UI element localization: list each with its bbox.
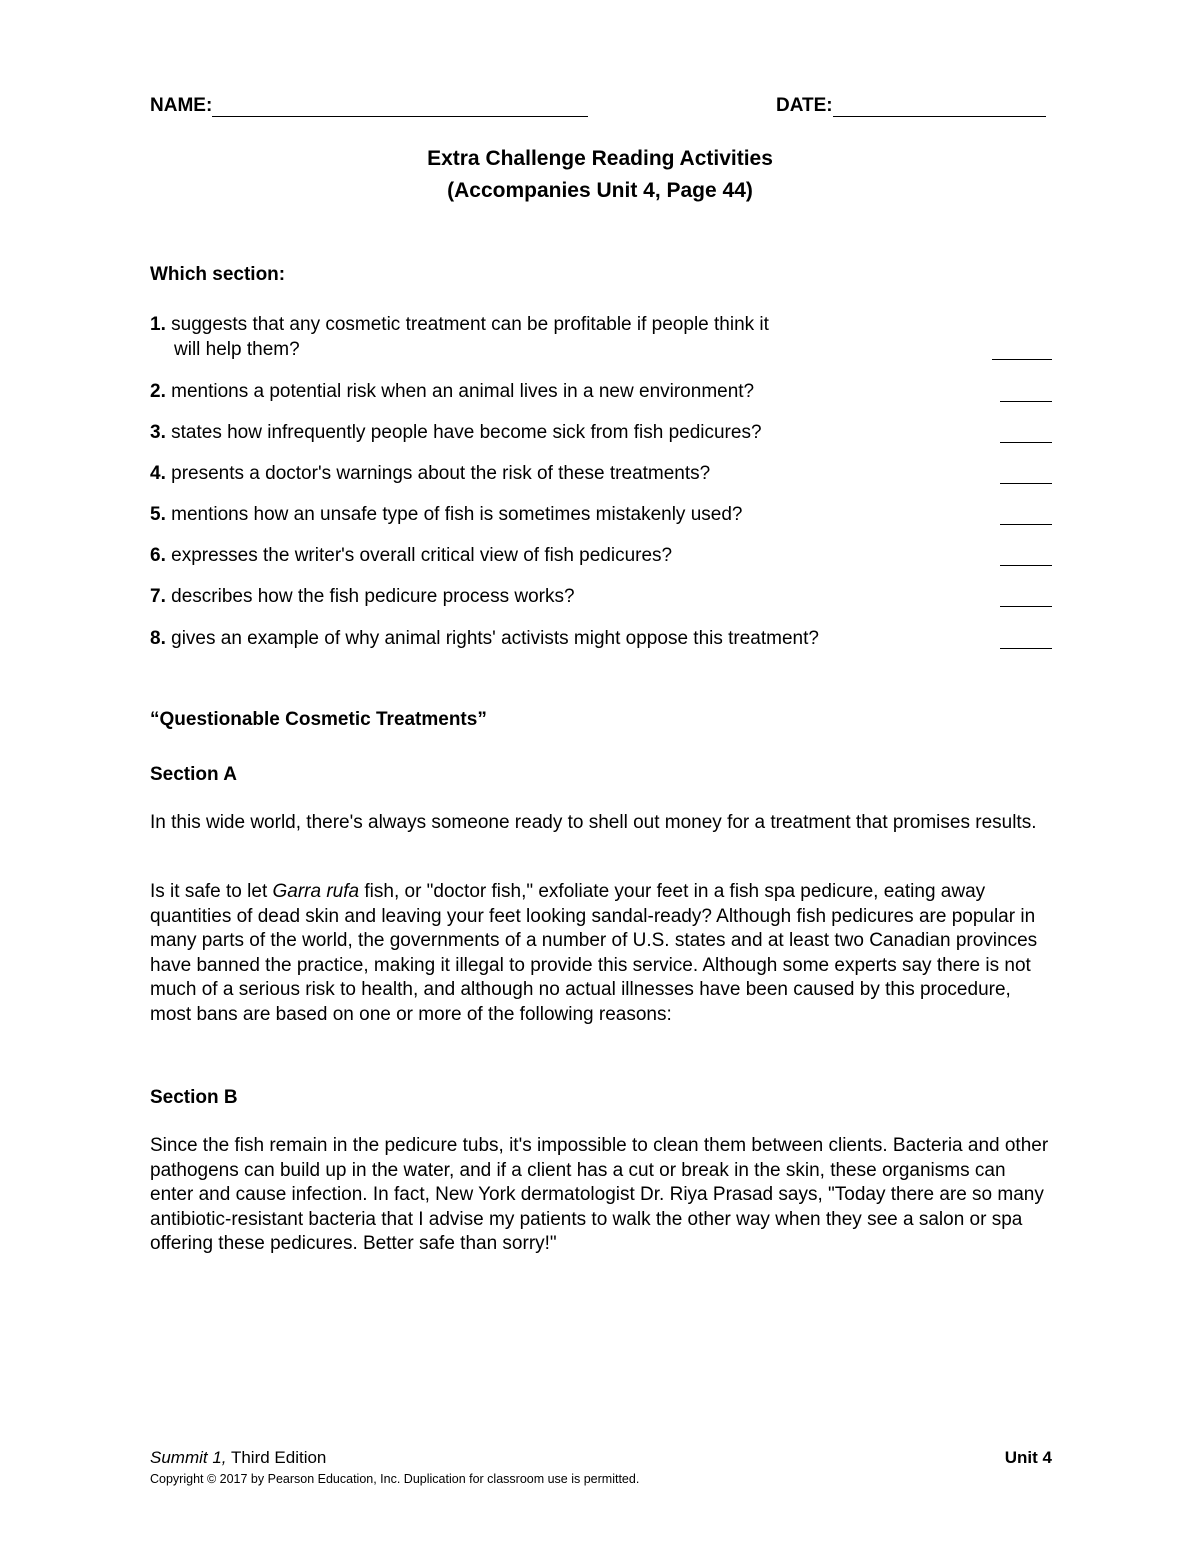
question-prompt: Which section: [150, 264, 286, 285]
question-number: 8. [150, 628, 166, 649]
question-text: gives an example of why animal rights' activists might oppose this treatment? [171, 628, 819, 649]
section-a-heading: Section A [150, 764, 237, 785]
date-blank-line[interactable] [833, 96, 1046, 117]
page-title: Extra Challenge Reading Activities [427, 147, 773, 170]
question-text: expresses the writer's overall critical view of fish pedicures? [171, 545, 673, 566]
question-number: 4. [150, 463, 166, 484]
question-text-continued: will help them? [174, 339, 300, 360]
book-edition: Third Edition [226, 1448, 327, 1467]
footer-unit: Unit 4 [1004, 1448, 1052, 1467]
question-number: 1. [150, 314, 166, 335]
question-number: 3. [150, 422, 166, 443]
footer-book-title [150, 1448, 326, 1468]
page-subtitle: (Accompanies Unit 4, Page 44) [447, 179, 753, 202]
book-title-italic: Summit 1, [150, 1448, 227, 1467]
question-2 [150, 379, 1052, 404]
question-number: 7. [150, 586, 166, 607]
question-text: describes how the fish pedicure process works? [171, 586, 575, 607]
answer-blank[interactable] [1000, 647, 1052, 649]
answer-blank[interactable] [1000, 523, 1052, 525]
answer-blank[interactable] [1000, 564, 1052, 566]
question-number: 6. [150, 545, 166, 566]
question-6 [150, 543, 1052, 568]
section-b-heading: Section B [150, 1087, 238, 1108]
article-title: “Questionable Cosmetic Treatments” [150, 709, 487, 730]
question-3 [150, 420, 1052, 445]
section-a-paragraph-1: In this wide world, there's always someone ready to shell out money for a treatment that promises results. [150, 812, 1037, 833]
question-1 [150, 312, 1052, 362]
question-text: mentions how an unsafe type of fish is sometimes mistakenly used? [171, 504, 743, 525]
species-name: Garra rufa [272, 881, 360, 902]
date-label: DATE: [776, 95, 833, 116]
answer-blank[interactable] [1000, 400, 1052, 402]
section-b-paragraph-1: Since the fish remain in the pedicure tubs, it's impossible to clean them between clients. Bacteria and other pathogens can build up in the water, and if a client has a cut or break in the skin, these organisms can enter and cause infection. In fact, New York dermatologist Dr. Riya Prasad says, "Today there are so many antibiotic-resistant bacteria that I advise my patients to walk the other way when they see a salon or spa offering these pedicures. Better safe than sorry!" [150, 1135, 1049, 1255]
question-number: 5. [150, 504, 166, 525]
date-field-group [776, 95, 1046, 117]
question-text: mentions a potential risk when an animal lives in a new environment? [171, 381, 755, 402]
name-blank-line[interactable] [212, 96, 588, 117]
question-number: 2. [150, 381, 166, 402]
answer-blank[interactable] [1000, 605, 1052, 607]
answer-blank[interactable] [992, 358, 1052, 360]
question-text: suggests that any cosmetic treatment can be profitable if people think it [171, 314, 769, 335]
question-4 [150, 461, 1052, 486]
question-5 [150, 502, 1052, 527]
paragraph-text: fish, or "doctor fish," exfoliate your feet in a fish spa pedicure, eating away quantities of dead skin and leaving your feet looking sandal-ready? Although fish pedicures are popular in many parts of the world, the governments of a number of U.S. states and at least two Canadian provinces have banned the practice, making it illegal to provide this service. Although some experts say there is not much of a serious risk to health, and although no actual illnesses have been caused by this procedure, most bans are based on one or more of the following reasons: [150, 881, 1038, 1025]
name-field-group [150, 95, 588, 117]
question-7 [150, 584, 1052, 609]
paragraph-text: Is it safe to let [150, 881, 273, 902]
section-a-paragraph-2 [150, 880, 1052, 1028]
question-8 [150, 626, 1052, 651]
question-text: presents a doctor's warnings about the risk of these treatments? [171, 463, 711, 484]
footer-copyright: Copyright © 2017 by Pearson Education, Inc. Duplication for classroom use is permitted. [150, 1472, 640, 1486]
answer-blank[interactable] [1000, 441, 1052, 443]
header-row [150, 95, 1052, 125]
answer-blank[interactable] [1000, 482, 1052, 484]
name-label: NAME: [150, 95, 213, 116]
question-text: states how infrequently people have become sick from fish pedicures? [171, 422, 762, 443]
